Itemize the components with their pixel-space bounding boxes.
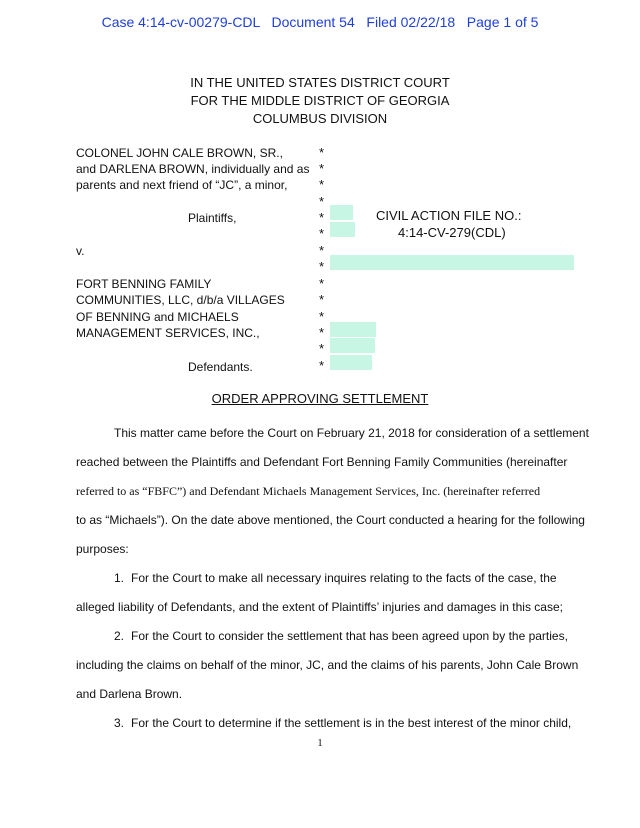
caption-asterisk: * — [319, 309, 325, 324]
caption-asterisk: * — [319, 325, 325, 340]
court-name-line: IN THE UNITED STATES DISTRICT COURT — [190, 75, 450, 90]
plaintiff-name-line: and DARLENA BROWN, individually and as — [76, 162, 310, 176]
defendant-name-line: MANAGEMENT SERVICES, INC., — [76, 326, 260, 340]
list-item-line: For the Court to consider the settlement that has been agreed upon by the parties, — [131, 629, 568, 643]
list-item-line: and Darlena Brown. — [76, 687, 183, 701]
list-item-line: For the Court to determine if the settlement is in the best interest of the minor child, — [131, 716, 572, 730]
versus-label: v. — [76, 244, 85, 258]
caption-asterisk: * — [319, 292, 325, 307]
paragraph-line: referred to as “FBFC”) and Defendant Michaels Management Services, Inc. (hereinafter referred — [76, 484, 541, 498]
caption-asterisk: * — [319, 341, 325, 356]
order-title: ORDER APPROVING SETTLEMENT — [211, 391, 429, 406]
court-division-line: COLUMBUS DIVISION — [252, 111, 388, 126]
paragraph-line: This matter came before the Court on February 21, 2018 for consideration of a settlement — [114, 426, 589, 440]
page-number: 1 — [317, 737, 323, 749]
list-item-number: 2. — [114, 629, 125, 643]
plaintiff-name-line: COLONEL JOHN CALE BROWN, SR., — [76, 146, 283, 160]
caption-asterisk: * — [319, 259, 325, 274]
paragraph-line: purposes: — [76, 542, 129, 556]
plaintiffs-label: Plaintiffs, — [188, 211, 237, 225]
defendant-name-line: FORT BENNING FAMILY — [76, 277, 212, 291]
highlight-box — [330, 322, 376, 337]
highlight-box — [330, 338, 375, 353]
list-item-number: 1. — [114, 571, 125, 585]
defendants-label: Defendants. — [188, 360, 253, 374]
caption-asterisk: * — [319, 243, 325, 258]
paragraph-line: to as “Michaels”). On the date above mentioned, the Court conducted a hearing for the following — [76, 513, 585, 527]
caption-asterisk: * — [319, 276, 325, 291]
highlight-box — [330, 355, 372, 370]
caption-asterisk: * — [319, 210, 325, 225]
civil-action-number: 4:14-CV-279(CDL) — [398, 225, 506, 240]
caption-asterisk: * — [319, 177, 325, 192]
caption-asterisk: * — [319, 358, 325, 373]
caption-asterisk: * — [319, 145, 325, 160]
defendant-name-line: OF BENNING and MICHAELS — [76, 310, 239, 324]
caption-asterisk: * — [319, 226, 325, 241]
caption-asterisk: * — [319, 194, 325, 209]
list-item-line: alleged liability of Defendants, and the extent of Plaintiffs’ injuries and damages in this case; — [76, 600, 563, 614]
highlight-box — [330, 205, 353, 220]
defendant-name-line: COMMUNITIES, LLC, d/b/a VILLAGES — [76, 293, 285, 307]
list-item-line: For the Court to make all necessary inquires relating to the facts of the case, the — [131, 571, 557, 585]
list-item-number: 3. — [114, 716, 125, 730]
civil-action-label: CIVIL ACTION FILE NO.: — [376, 208, 522, 223]
caption-asterisk: * — [319, 161, 325, 176]
highlight-box — [330, 222, 355, 237]
plaintiff-name-line: parents and next friend of “JC”, a minor, — [76, 178, 288, 192]
case-header-stamp: Case 4:14-cv-00279-CDL Document 54 Filed 02/22/18 Page 1 of 5 — [101, 14, 539, 30]
court-district-line: FOR THE MIDDLE DISTRICT OF GEORGIA — [190, 93, 450, 108]
paragraph-line: reached between the Plaintiffs and Defendant Fort Benning Family Communities (hereinafter — [76, 455, 568, 469]
list-item-line: including the claims on behalf of the minor, JC, and the claims of his parents, John Cale Brown — [76, 658, 579, 672]
highlight-bar — [330, 255, 574, 270]
